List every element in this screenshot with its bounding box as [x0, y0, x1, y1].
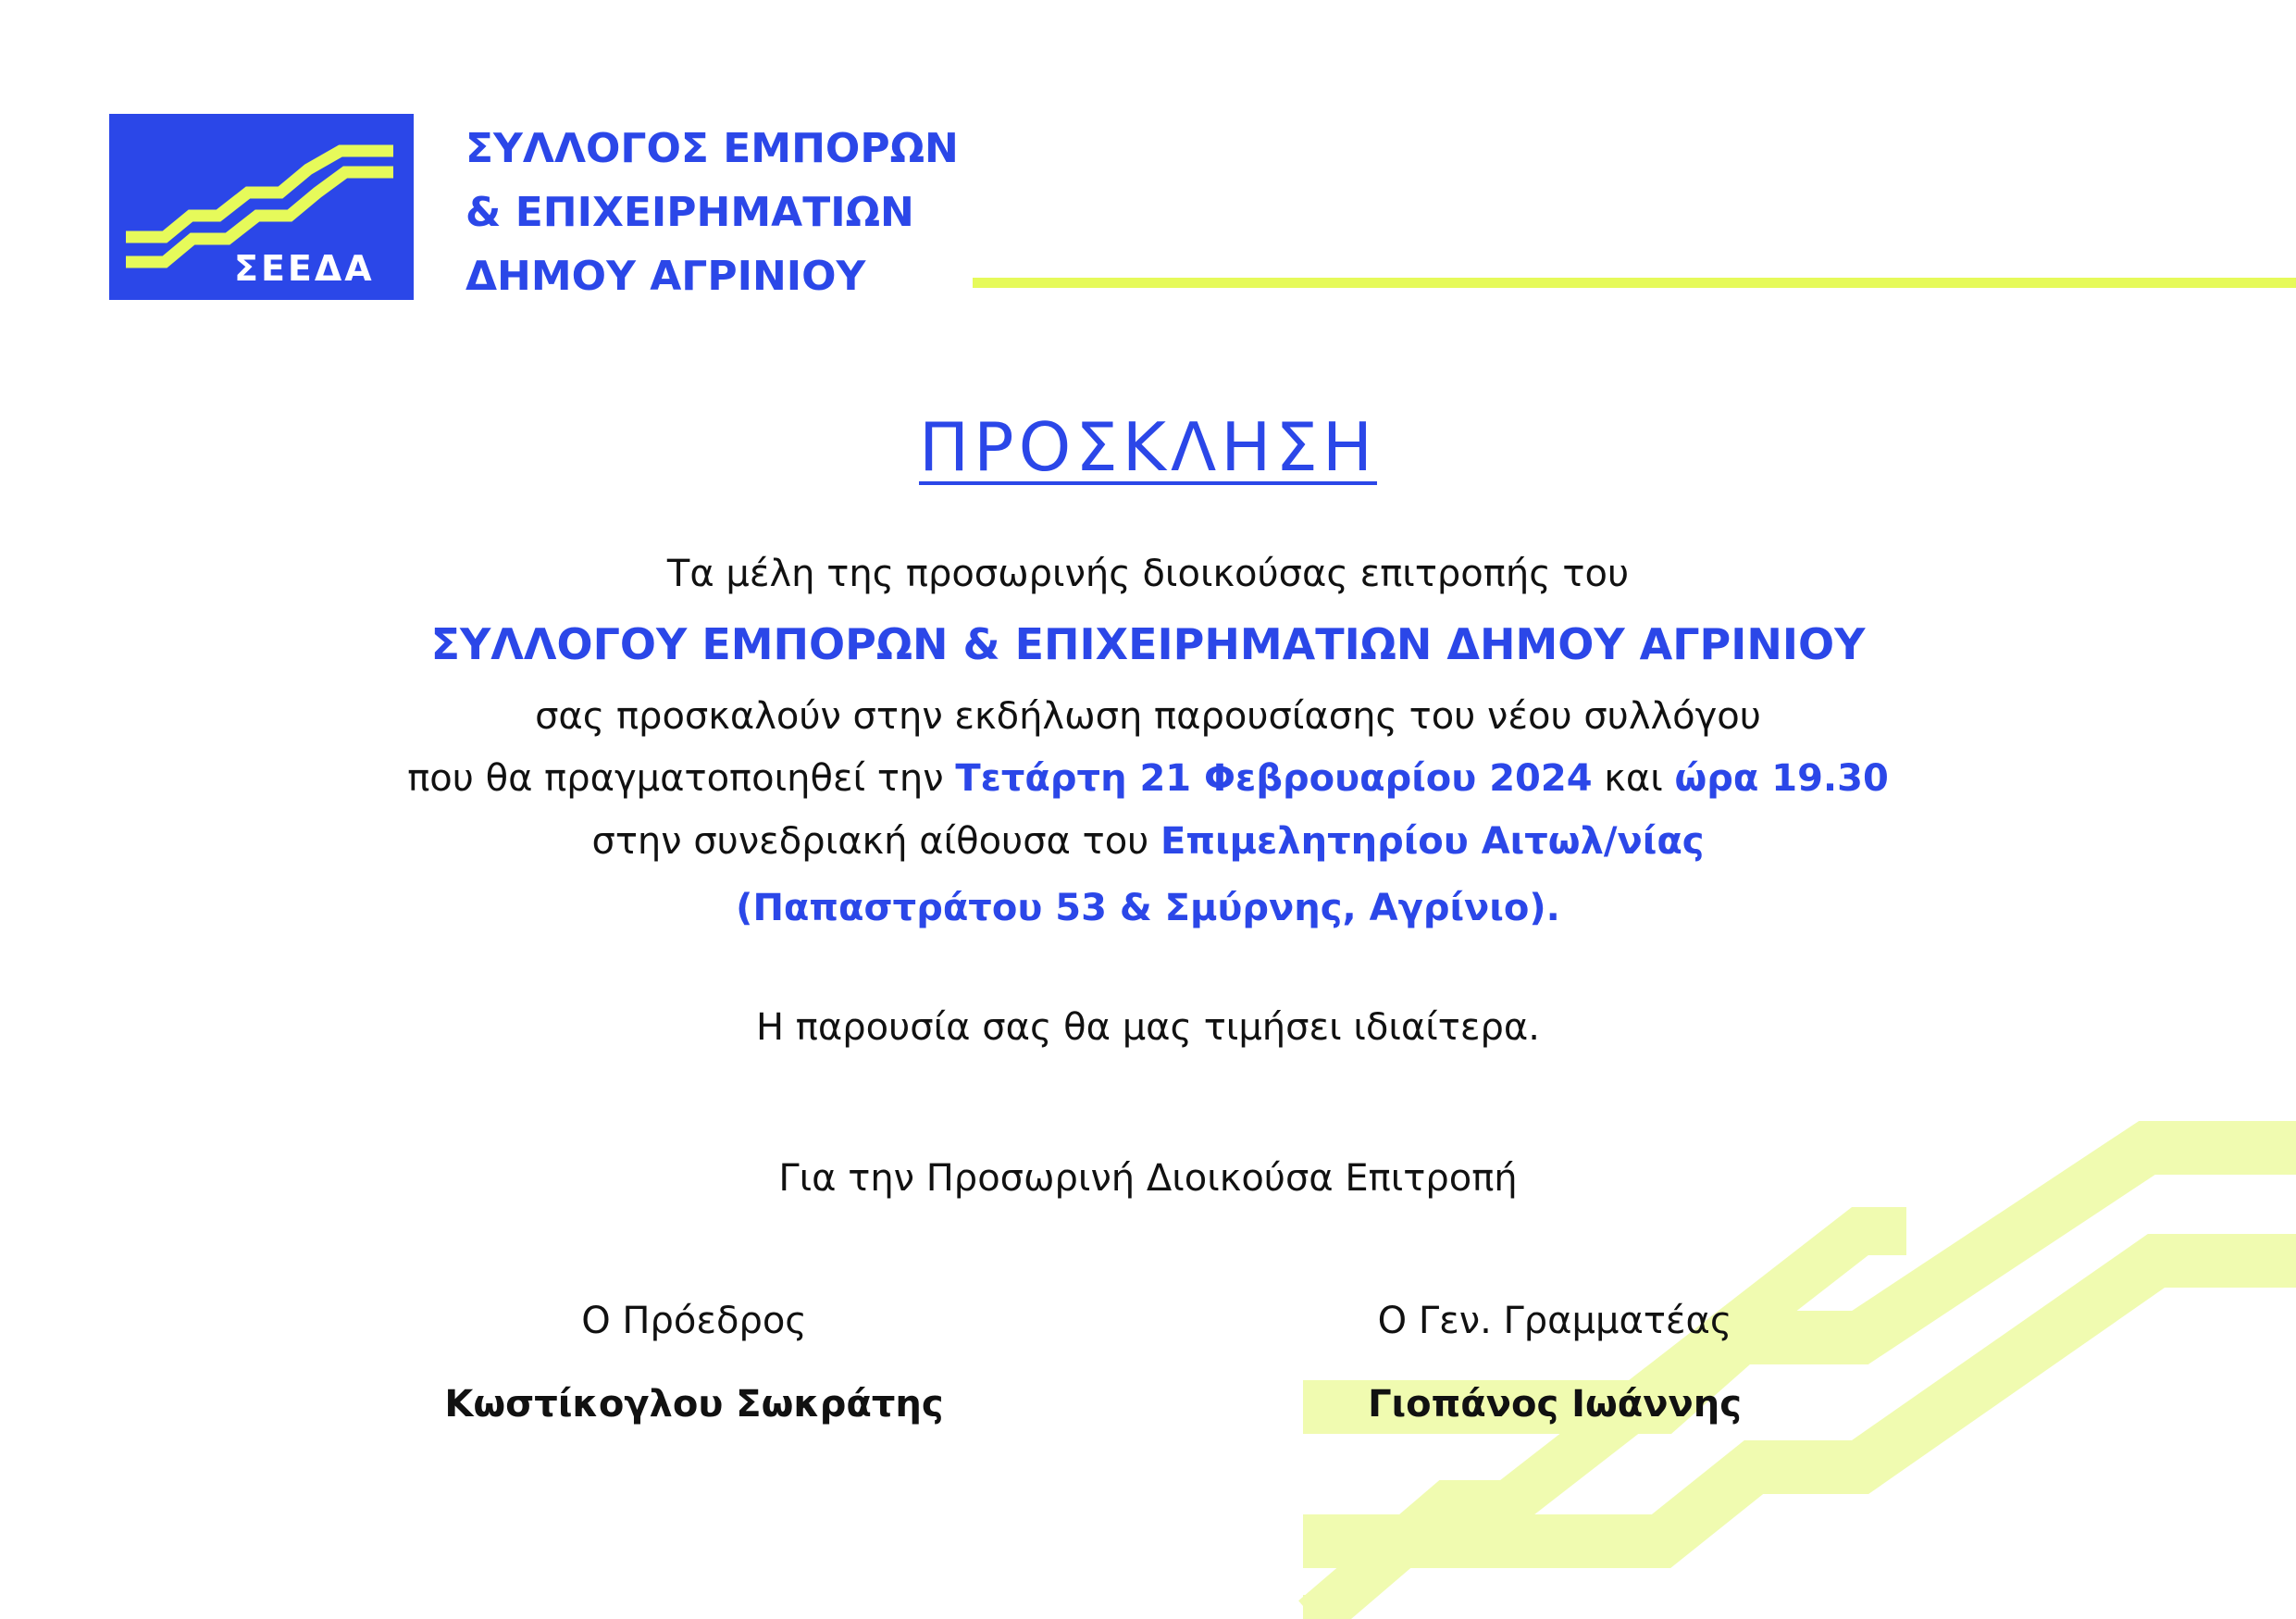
org-header-line-1: ΣΥΛΛΟΓΟΣ ΕΜΠΟΡΩΝ: [465, 125, 959, 172]
date-time-connector: και: [1604, 757, 1675, 800]
logo-text: ΣΕΕΔΑ: [234, 248, 375, 289]
secretary-name: Γιοπάνος Ιωάννης: [1368, 1383, 1742, 1426]
body-line-invite: σας προσκαλούν στην εκδήλωση παρουσίασης του νέου συλλόγου: [535, 695, 1761, 738]
title-text: ΠΡΟΣΚΛΗΣΗ: [919, 408, 1377, 486]
event-date: Τετάρτη 21 Φεβρουαρίου 2024: [955, 757, 1593, 800]
body-organization-name: ΣΥΛΛΟΓΟΥ ΕΜΠΟΡΩΝ & ΕΠΙΧΕΙΡΗΜΑΤΙΩΝ ΔΗΜΟΥ ΑΓΡΙΝΙΟΥ: [430, 619, 1866, 669]
secretary-role: Ο Γεν. Γραμματέας: [1377, 1300, 1732, 1342]
body-line-date-time: [0, 756, 2296, 801]
event-address: (Παπαστράτου 53 & Σμύρνης, Αγρίνιο).: [736, 887, 1560, 929]
president-signature-block: [416, 1299, 972, 1426]
date-prefix: που θα πραγματοποιηθεί την: [407, 757, 956, 800]
secretary-signature-block: [1277, 1299, 1832, 1426]
on-behalf-line: Για την Προσωρινή Διοικούσα Επιτροπή: [778, 1157, 1518, 1200]
venue-prefix: στην συνεδριακή αίθουσα του: [591, 820, 1161, 863]
seeda-logo: [109, 114, 414, 300]
organization-name-header: [465, 117, 959, 308]
invitation-title: [0, 407, 2296, 487]
president-role: Ο Πρόεδρος: [581, 1300, 807, 1342]
honor-line: Η παρουσία σας θα μας τιμήσει ιδιαίτερα.: [756, 1006, 1540, 1049]
body-line-members: Τα μέλη της προσωρινής διοικούσας επιτροπής του: [666, 553, 1630, 595]
org-header-line-3: ΔΗΜΟΥ ΑΓΡΙΝΙΟΥ: [465, 253, 866, 300]
event-time: ώρα 19.30: [1674, 757, 1889, 800]
header-accent-line: [973, 278, 2296, 288]
org-header-line-2: & ΕΠΙΧΕΙΡΗΜΑΤΙΩΝ: [465, 189, 914, 236]
event-venue: Επιμελητηρίου Αιτωλ/νίας: [1160, 820, 1705, 863]
president-name: Κωστίκογλου Σωκράτης: [444, 1383, 944, 1426]
body-line-venue: [0, 819, 2296, 864]
